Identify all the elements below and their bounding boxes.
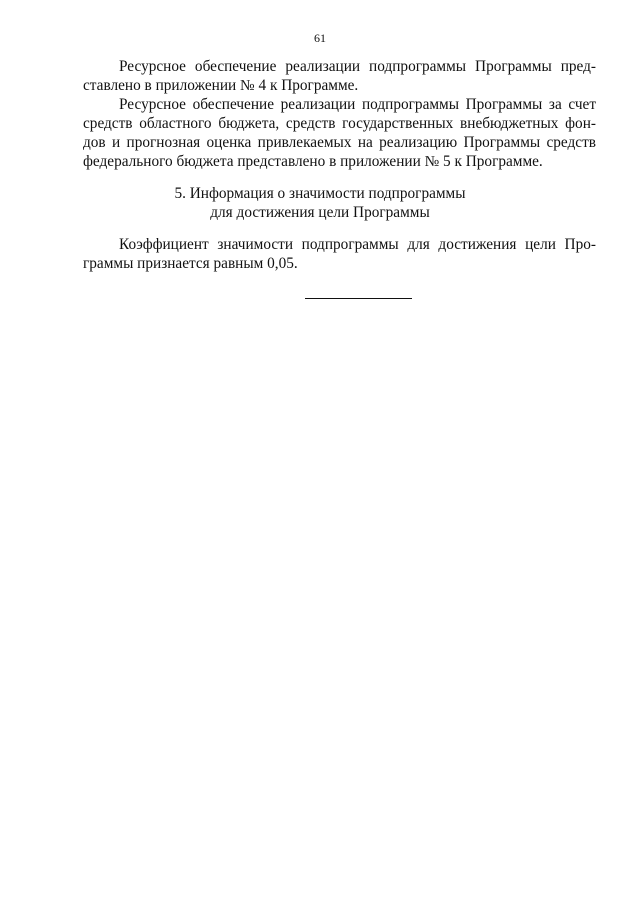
section-body-line-1: Коэффициент значимости подпрограммы для достижения цели Про- [119,236,596,253]
section-heading-line-2: для достижения цели Программы [210,204,430,221]
paragraph-2-line-3: дов и прогнозная оценка привлекаемых на реализацию Программы средств [83,134,596,151]
paragraph-2-line-2: средств областного бюджета, средств государственных внебюджетных фон- [83,115,596,132]
page-number: 61 [314,31,326,45]
paragraph-1-line-1: Ресурсное обеспечение реализации подпрограммы Программы пред- [119,58,596,75]
paragraph-2-line-1: Ресурсное обеспечение реализации подпрограммы Программы за счет [119,96,596,113]
paragraph-1-line-2: ставлено в приложении № 4 к Программе. [83,77,359,94]
section-heading-line-1: 5. Информация о значимости подпрограммы [174,185,466,202]
section-body-line-2: граммы признается равным 0,05. [83,255,298,272]
paragraph-2-line-4: федерального бюджета представлено в приложении № 5 к Программе. [83,153,543,170]
end-divider [305,298,412,299]
